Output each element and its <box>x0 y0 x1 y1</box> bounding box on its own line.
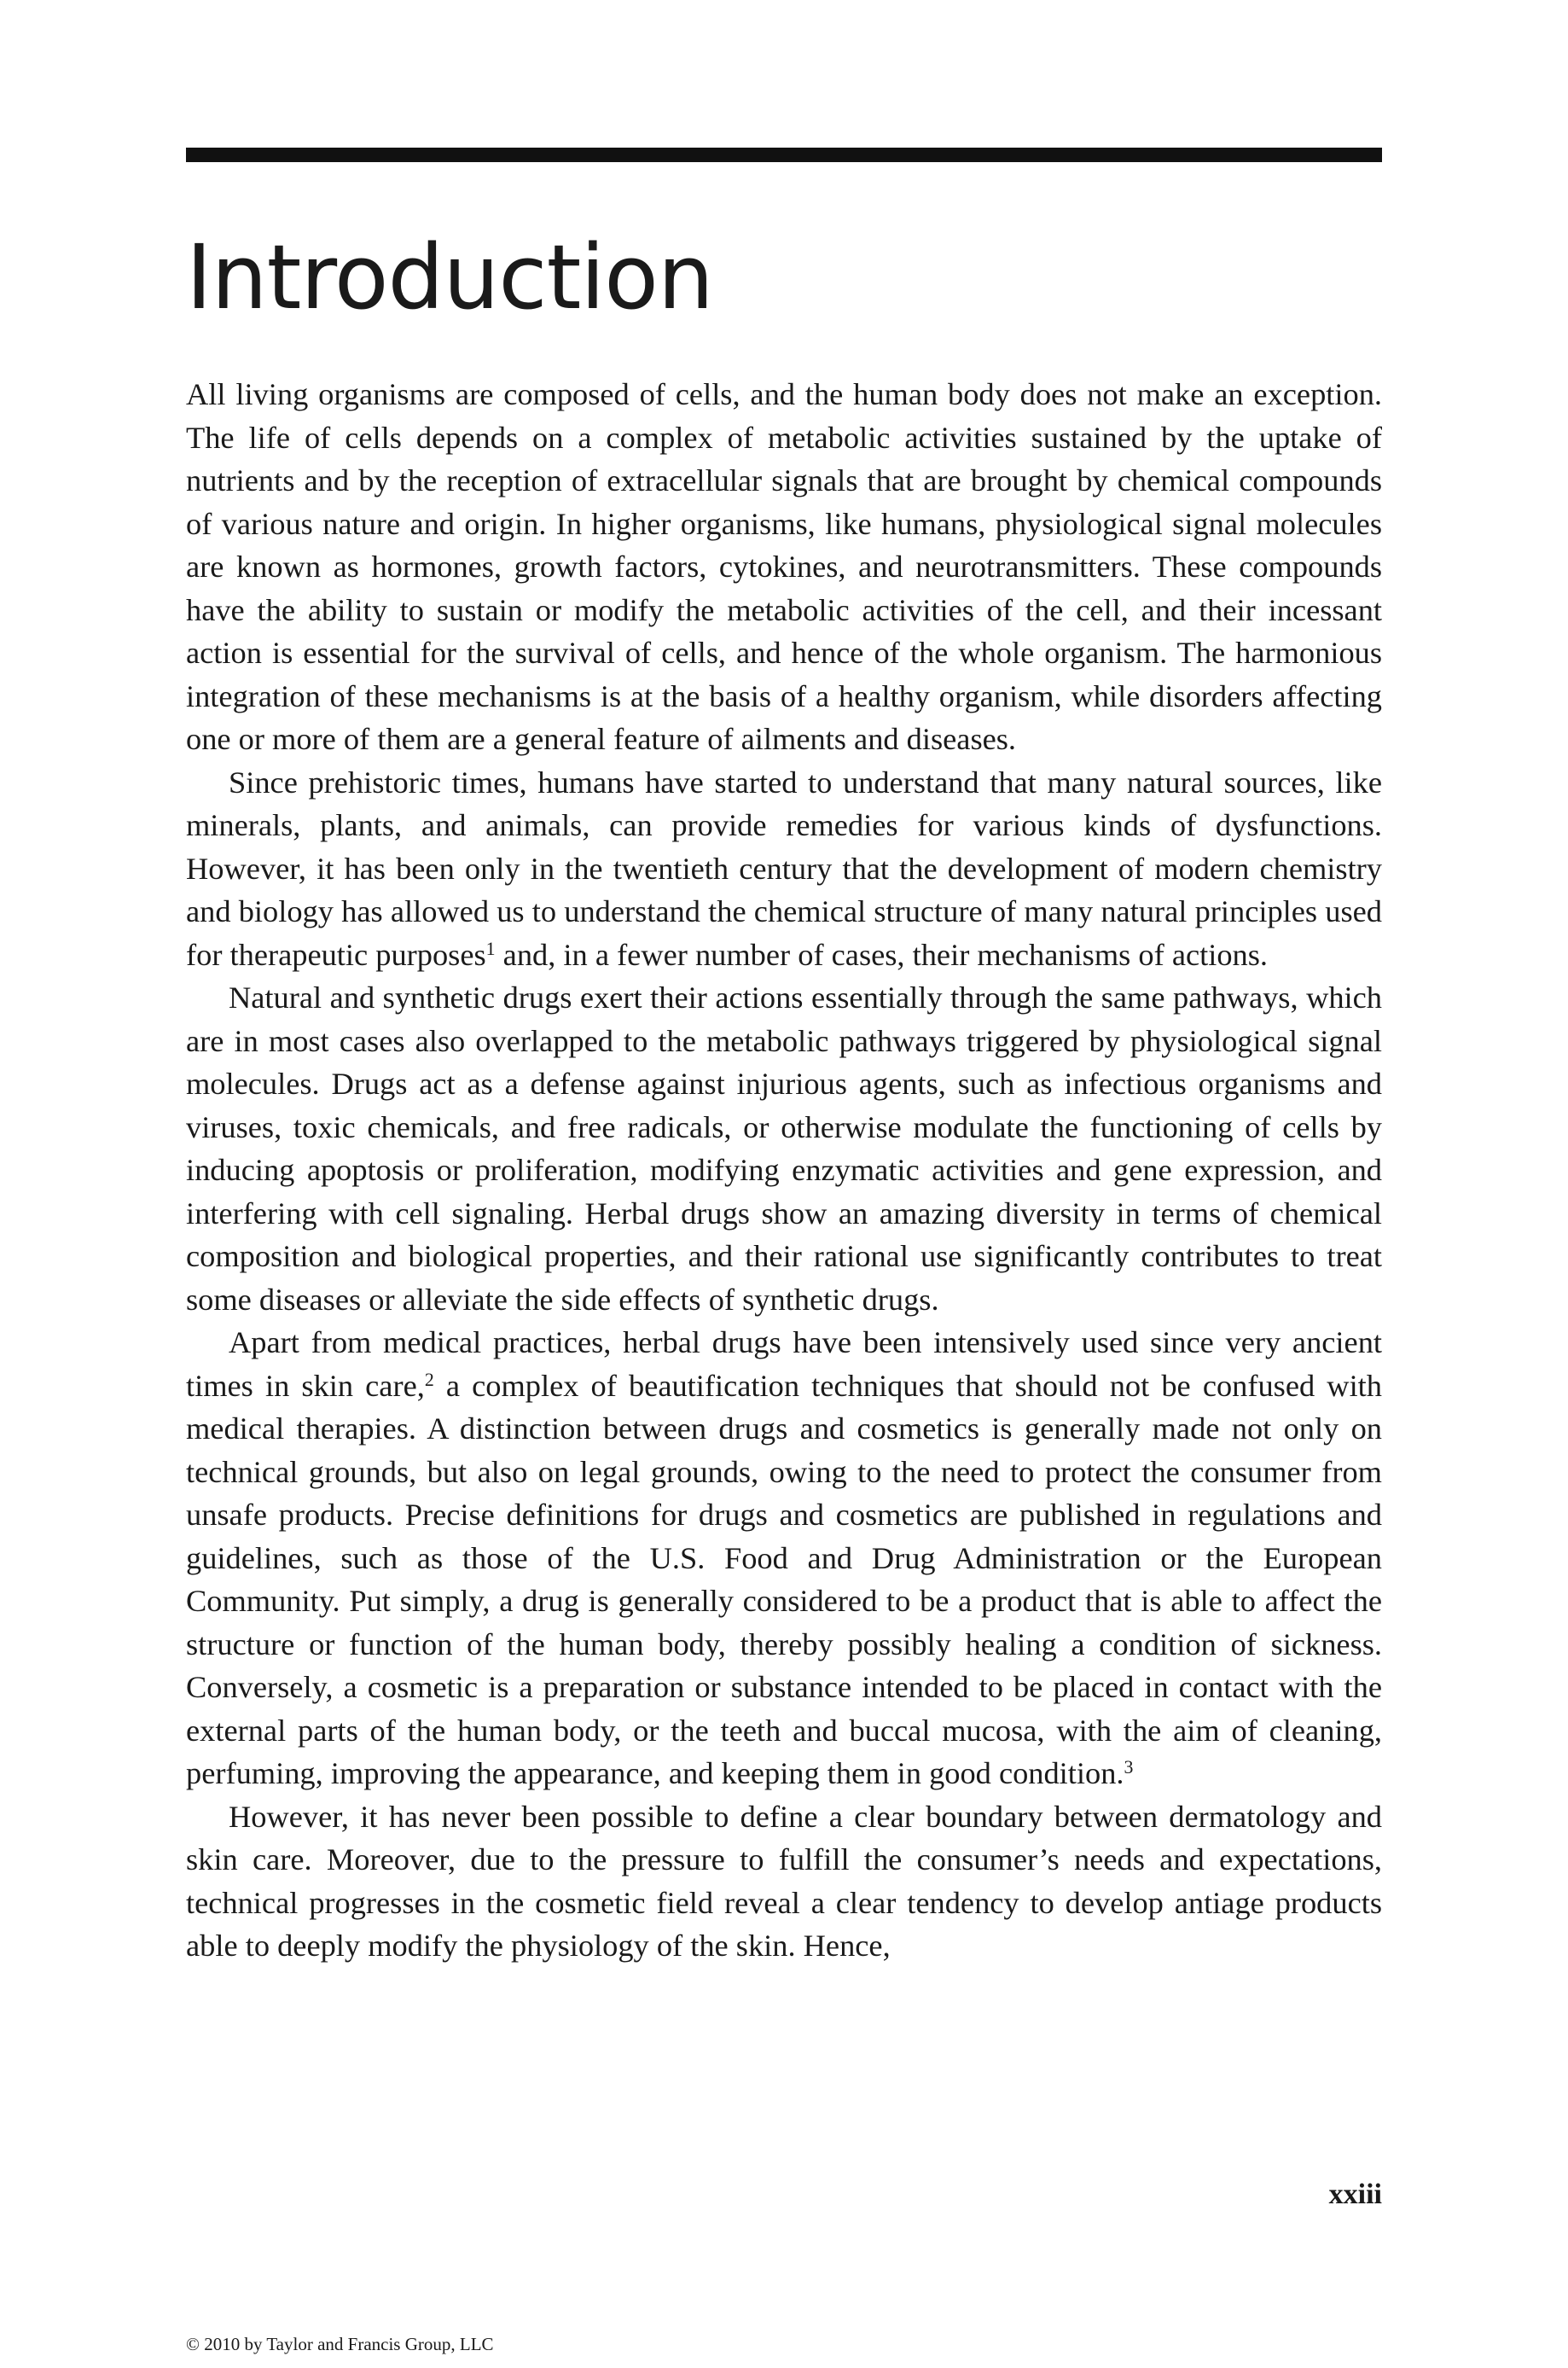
reference-1-superscript: 1 <box>485 938 496 959</box>
page-number: xxiii <box>1328 2179 1382 2210</box>
paragraph-2 <box>186 761 1382 977</box>
copyright-notice: © 2010 by Taylor and Francis Group, LLC <box>186 2334 494 2354</box>
paragraph-4-text-mid: a complex of beautification techniques that should not be confused with medical therapies. A distinction between drugs and cosmetics is generally made not only on technical grounds, but also on legal grounds, owing to the need to protect the consumer from unsafe products. Precise definitions for drugs and cosmetics are published in regulations and guidelines, such as those of the U.S. Food and Drug Administration or the European Community. Put simply, a drug is generally considered to be a product that is able to affect the structure or function of the human body, thereby possibly healing a condition of sickness. Conversely, a cosmetic is a preparation or substance intended to be placed in contact with the external parts of the human body, or the teeth and buccal mucosa, with the aim of cleaning, perfuming, improving the appearance, and keeping them in good condition. <box>186 1368 1382 1790</box>
paragraph-4-text-before-ref: Apart from medical practices, herbal drugs have been intensively used since very ancient times in skin care, <box>186 1325 1382 1403</box>
paragraph-2-text-after-ref: and, in a fewer number of cases, their mechanisms of actions. <box>495 937 1268 972</box>
paragraph-1-text: All living organisms are composed of cells, and the human body does not make an exception. The life of cells depends on a complex of metabolic activities sustained by the uptake of nutrients and by the reception of extracellular signals that are brought by chemical compounds of various nature and origin. In higher organisms, like humans, physiological signal molecules are known as hormones, growth factors, cytokines, and neurotransmitters. These compounds have the ability to sustain or modify the metabolic activities of the cell, and their incessant action is essential for the survival of cells, and hence of the whole organism. The harmonious integration of these mechanisms is at the basis of a healthy organism, while disorders affecting one or more of them are a general feature of ailments and diseases. <box>186 377 1382 756</box>
paragraph-5-text: However, it has never been possible to define a clear boundary between dermatology and skin care. Moreover, due to the pressure to fulfill the consumer’s needs and expectations, technical progresses in the cosmetic field reveal a clear tendency to develop antiage products able to deeply modify the physiology of the skin. Hence, <box>186 1799 1382 1963</box>
paragraph-5 <box>186 1795 1382 1968</box>
reference-2-superscript: 2 <box>424 1369 434 1390</box>
paragraph-4 <box>186 1321 1382 1795</box>
reference-3-superscript: 3 <box>1124 1757 1134 1777</box>
paragraph-1 <box>186 373 1382 761</box>
paragraph-2-text-before-ref: Since prehistoric times, humans have started to understand that many natural sources, like minerals, plants, and animals, can provide remedies for various kinds of dysfunctions. However, it has been only in the twentieth century that the development of modern chemistry and biology has allowed us to understand the chemical structure of many natural principles used for therapeutic purposes <box>186 765 1382 972</box>
paragraph-3-text: Natural and synthetic drugs exert their actions essentially through the same pathways, which are in most cases also overlapped to the metabolic pathways triggered by physiological signal molecules. Drugs act as a defense against injurious agents, such as infectious organisms and viruses, toxic chemicals, and free radicals, or otherwise modulate the functioning of cells by inducing apoptosis or proliferation, modifying enzymatic activities and gene expression, and interfering with cell signaling. Herbal drugs show an amazing diversity in terms of chemical composition and biological properties, and their rational use significantly contributes to treat some diseases or alleviate the side effects of synthetic drugs. <box>186 980 1382 1317</box>
paragraph-3 <box>186 976 1382 1321</box>
body-text <box>186 373 1382 1968</box>
chapter-title: Introduction <box>186 225 713 329</box>
chapter-top-rule <box>186 148 1382 162</box>
